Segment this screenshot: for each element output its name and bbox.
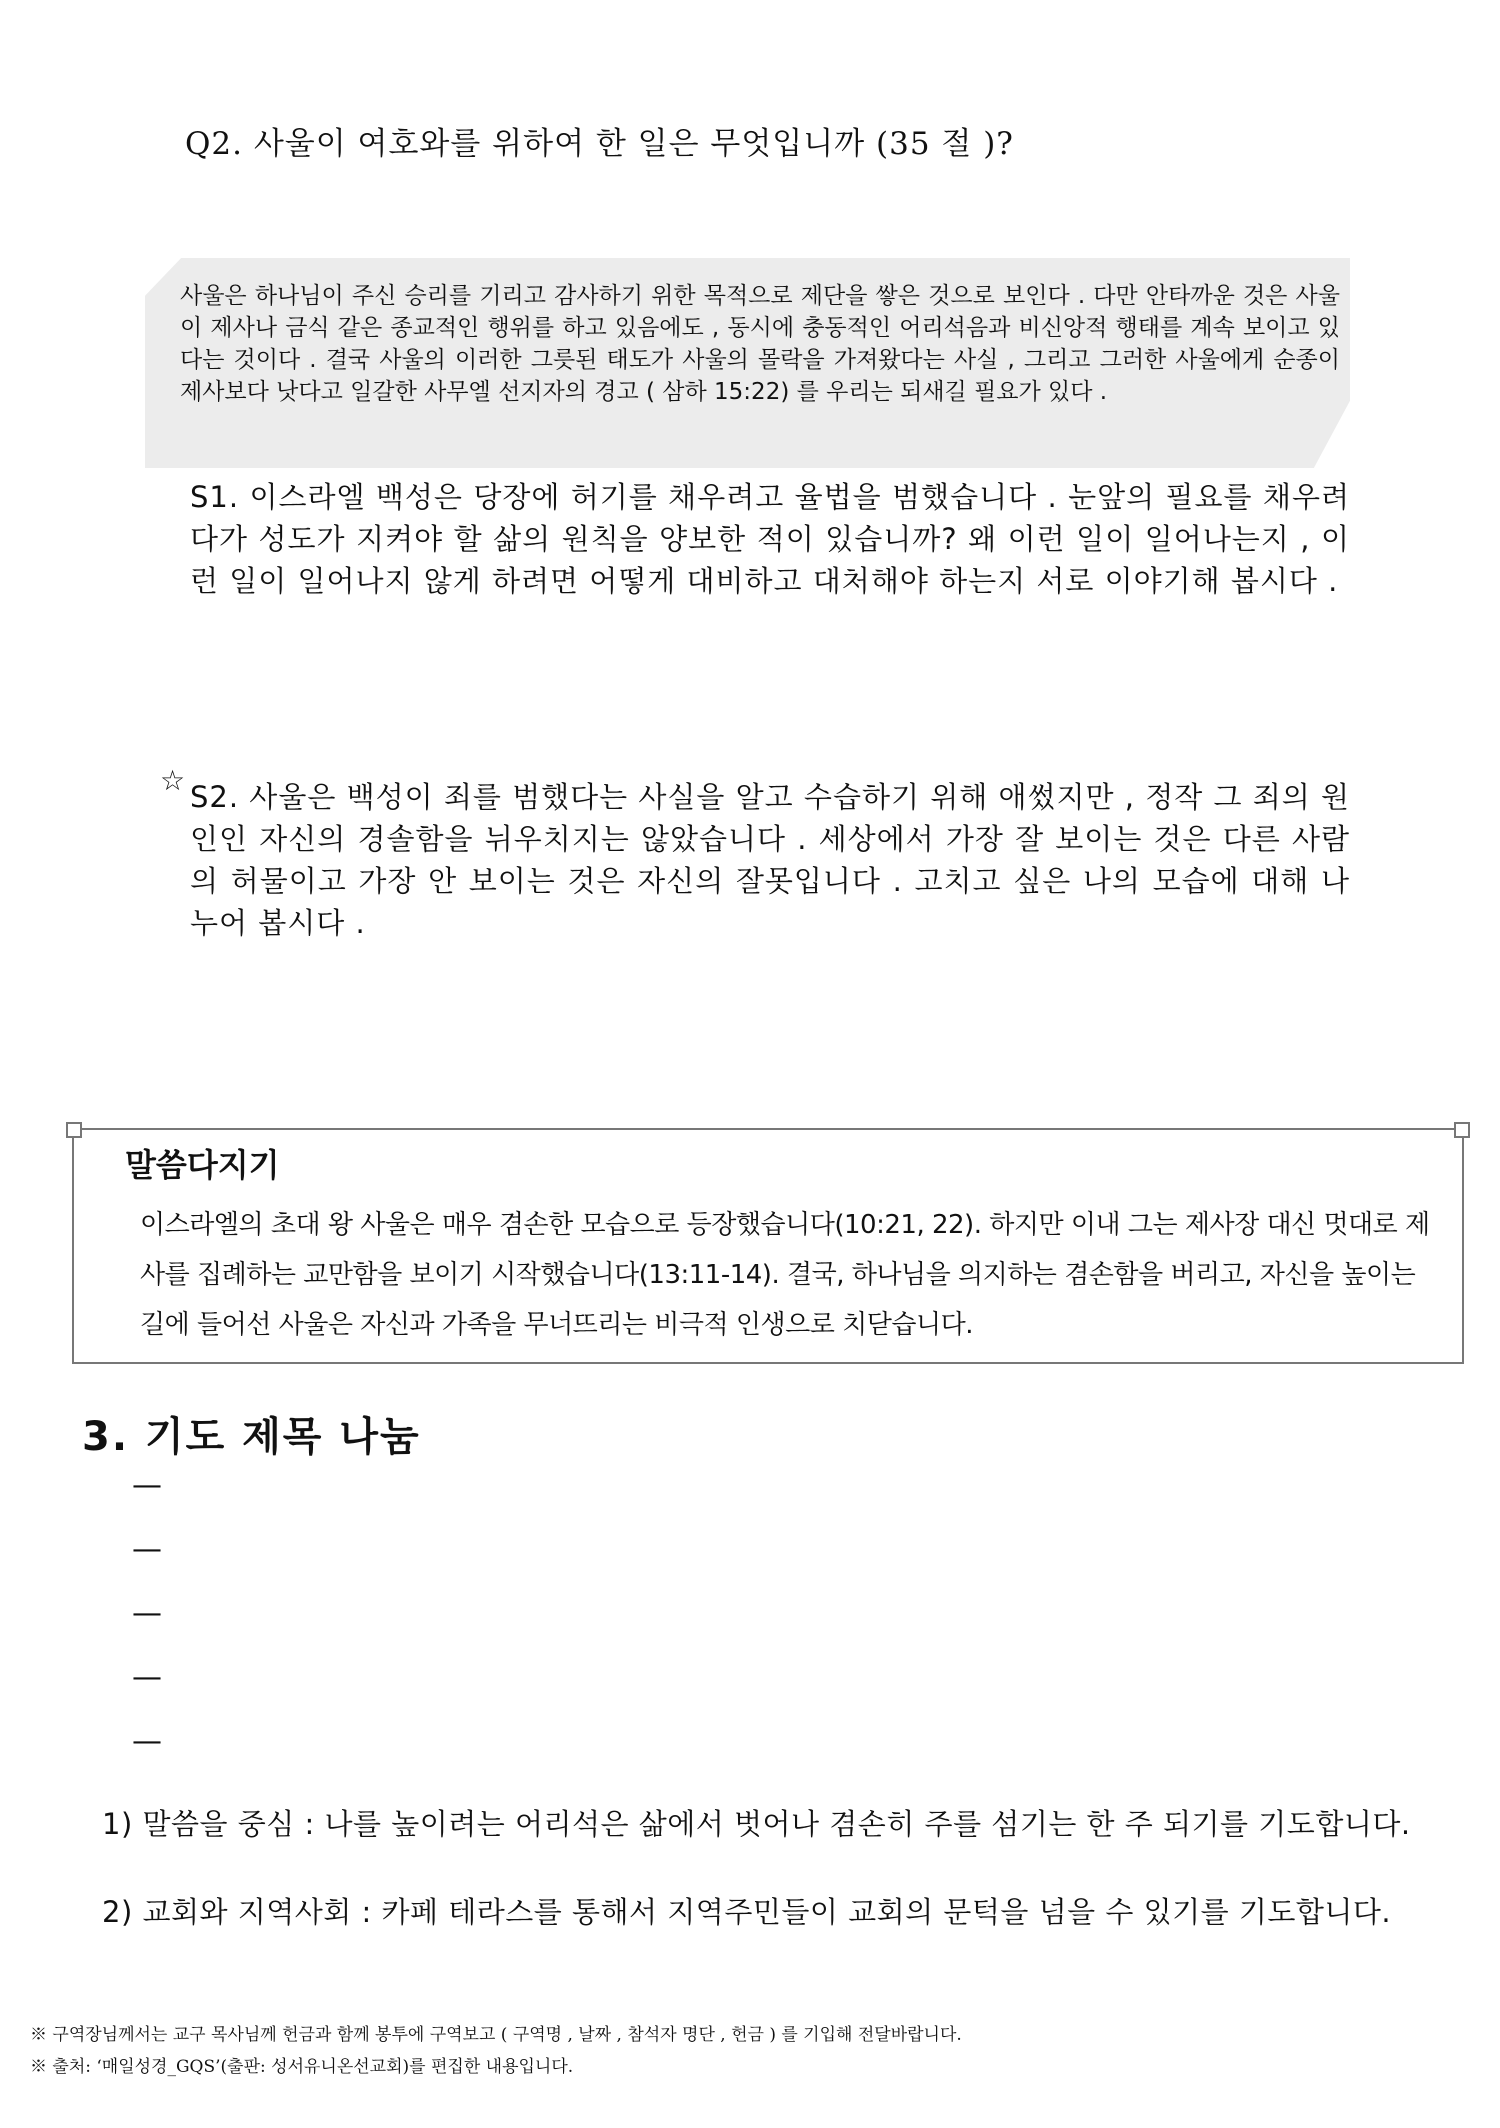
prayer-blank-line: — (132, 1532, 162, 1567)
prayer-blank-line: — (132, 1660, 162, 1695)
verse-review-title: 말씀다지기 (125, 1146, 280, 1184)
box-corner-ornament (1454, 1122, 1470, 1138)
verse-review-text: 이스라엘의 초대 왕 사울은 매우 겸손한 모습으로 등장했습니다(10:21, 22). 하지만 이내 그는 제사장 대신 멋대로 제사를 집례하는 교만함을 보이기 시작했습니다(13:11-14). 결국, 하나님을 의지하는 겸손함을 버리고, 자신을 높이는 길에 들어선 사울은 자신과 가족을 무너뜨리는 비극적 인생으로 치닫습니다. (140, 1210, 1430, 1340)
prayer-heading: 3. 기도 제목 나눔 (82, 1414, 421, 1460)
prayer-item-1: 1) 말씀을 중심 : 나를 높이려는 어리석은 삶에서 벗어나 겸손히 주를 섬기는 한 주 되기를 기도합니다. (102, 1807, 1411, 1841)
prayer-blank-line: — (132, 1596, 162, 1631)
answer-text: 사울은 하나님이 주신 승리를 기리고 감사하기 위한 목적으로 제단을 쌓은 것으로 보인다 . 다만 안타까운 것은 사울이 제사나 금식 같은 종교적인 행위를 하고 있음에도 , 동시에 충동적인 어리석음과 비신앙적 행태를 계속 보이고 있다는 것이다 . 결국 사울의 이러한 그릇된 태도가 사울의 몰락을 가져왔다는 사실 , 그리고 그러한 사울에게 순종이 제사보다 낫다고 일갈한 사무엘 선지자의 경고 ( 삼하 15:22) 를 우리는 되새길 필요가 있다 . (180, 283, 1340, 405)
prayer-blank-line: — (132, 1724, 162, 1759)
prayer-item-2: 2) 교회와 지역사회 : 카페 테라스를 통해서 지역주민들이 교회의 문턱을 넘을 수 있기를 기도합니다. (102, 1895, 1392, 1929)
discussion-s1: S1. 이스라엘 백성은 당장에 허기를 채우려고 율법을 범했습니다 . 눈앞의 필요를 채우려다가 성도가 지켜야 할 삶의 원칙을 양보한 적이 있습니까? 왜 이런 일이 일어나는지 , 이런 일이 일어나지 않게 하려면 어떻게 대비하고 대처해야 하는지 서로 이야기해 봅시다 . (190, 480, 1350, 598)
question-q2: Q2. 사울이 여호와를 위하여 한 일은 무엇입니까 (35 절 )? (185, 126, 1014, 162)
footnote-report: ※ 구역장님께서는 교구 목사님께 헌금과 함께 봉투에 구역보고 ( 구역명 , 날짜 , 참석자 명단 , 헌금 ) 를 기입해 전달바랍니다. (30, 2025, 962, 2045)
discussion-s2: S2. 사울은 백성이 죄를 범했다는 사실을 알고 수습하기 위해 애썼지만 , 정작 그 죄의 원인인 자신의 경솔함을 뉘우치지는 않았습니다 . 세상에서 가장 잘 보이는 것은 다른 사람의 허물이고 가장 안 보이는 것은 자신의 잘못입니다 . 고치고 싶은 나의 모습에 대해 나누어 봅시다 . (190, 780, 1350, 940)
prayer-blank-line: — (132, 1468, 162, 1503)
footnote-source: ※ 출처: ‘매일성경_GQS’(출판: 성서유니온선교회)를 편집한 내용입니다. (30, 2057, 574, 2077)
box-corner-ornament (66, 1122, 82, 1138)
star-icon: ☆ (160, 764, 186, 797)
